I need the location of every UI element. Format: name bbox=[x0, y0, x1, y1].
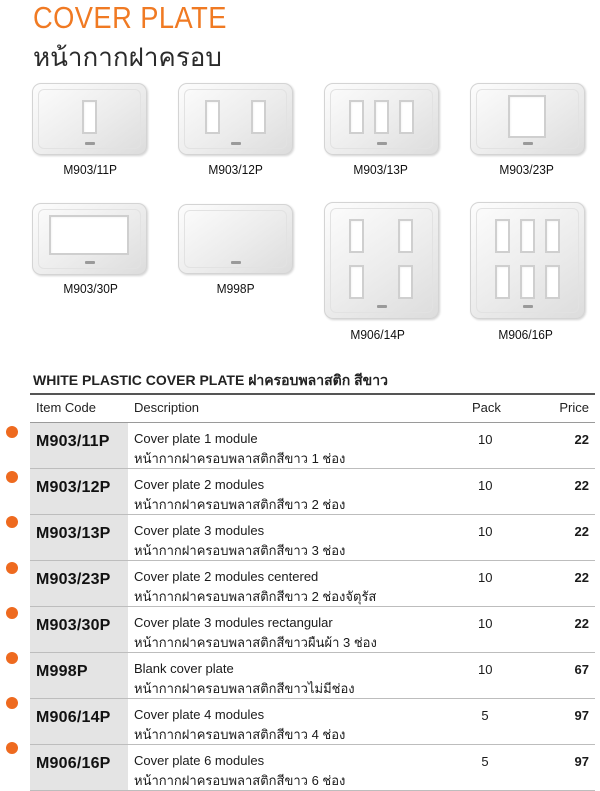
bullet-icon bbox=[6, 742, 18, 754]
header-description: Description bbox=[134, 400, 200, 415]
price-table bbox=[30, 393, 595, 791]
item-code: M903/23P bbox=[36, 571, 111, 588]
pack-value: 10 bbox=[478, 432, 493, 447]
table-row bbox=[30, 699, 595, 745]
pack-value: 5 bbox=[481, 708, 489, 723]
description-en: Cover plate 2 modules bbox=[134, 477, 265, 492]
item-code: M998P bbox=[36, 663, 88, 680]
pack-value: 10 bbox=[478, 524, 493, 539]
pack-value: 10 bbox=[478, 570, 493, 585]
product-label: M998P bbox=[216, 281, 255, 296]
pack-value: 10 bbox=[478, 662, 493, 677]
product-image-m906-14p bbox=[324, 202, 439, 319]
item-code: M903/12P bbox=[36, 479, 111, 496]
bullet-icon bbox=[6, 471, 18, 483]
description-en: Cover plate 3 modules bbox=[134, 523, 265, 538]
description-th: หน้ากากฝาครอบพลาสติกสีขาวผืนผ้า 3 ช่อง bbox=[134, 635, 377, 650]
bullet-icon bbox=[6, 562, 18, 574]
price-value: 22 bbox=[574, 432, 589, 447]
table-row bbox=[30, 469, 595, 515]
item-code: M903/13P bbox=[36, 525, 111, 542]
table-header bbox=[30, 393, 595, 423]
page-subtitle: หน้ากากฝาครอบ bbox=[33, 42, 222, 72]
description-th: หน้ากากฝาครอบพลาสติกสีขาว 2 ช่องจัตุรัส bbox=[134, 589, 377, 604]
table-row bbox=[30, 653, 595, 699]
description-en: Cover plate 3 modules rectangular bbox=[134, 615, 333, 630]
product-image-m906-16p bbox=[470, 202, 585, 319]
table-row bbox=[30, 561, 595, 607]
description-en: Cover plate 4 modules bbox=[134, 707, 265, 722]
table-row bbox=[30, 423, 595, 469]
bullet-icon bbox=[6, 607, 18, 619]
table-row bbox=[30, 745, 595, 791]
product-label: M903/12P bbox=[208, 162, 263, 177]
product-image-m903-30p bbox=[32, 203, 147, 275]
bullet-icon bbox=[6, 697, 18, 709]
price-value: 22 bbox=[574, 616, 589, 631]
description-en: Cover plate 1 module bbox=[134, 431, 258, 446]
product-label: M906/14P bbox=[350, 327, 405, 342]
product-label: M903/13P bbox=[353, 162, 408, 177]
item-code: M906/14P bbox=[36, 709, 111, 726]
product-label: M906/16P bbox=[498, 327, 553, 342]
description-en: Cover plate 6 modules bbox=[134, 753, 265, 768]
description-th: หน้ากากฝาครอบพลาสติกสีขาว 4 ช่อง bbox=[134, 727, 346, 742]
product-image-m903-11p bbox=[32, 83, 147, 155]
product-image-m903-13p bbox=[324, 83, 439, 155]
price-value: 67 bbox=[574, 662, 589, 677]
price-value: 97 bbox=[574, 754, 589, 769]
item-code: M903/11P bbox=[36, 433, 110, 450]
product-label: M903/23P bbox=[499, 162, 554, 177]
product-image-m998p bbox=[178, 204, 293, 274]
pack-value: 10 bbox=[478, 616, 493, 631]
page-title: COVER PLATE bbox=[33, 0, 227, 35]
description-th: หน้ากากฝาครอบพลาสติกสีขาว 6 ช่อง bbox=[134, 773, 346, 788]
section-title bbox=[33, 370, 388, 392]
product-image-m903-12p bbox=[178, 83, 293, 155]
product-label: M903/30P bbox=[63, 281, 118, 296]
description-en: Blank cover plate bbox=[134, 661, 234, 676]
pack-value: 5 bbox=[481, 754, 489, 769]
header-pack: Pack bbox=[472, 400, 501, 415]
description-th: หน้ากากฝาครอบพลาสติกสีขาว 1 ช่อง bbox=[134, 451, 346, 466]
bullet-icon bbox=[6, 516, 18, 528]
description-th: หน้ากากฝาครอบพลาสติกสีขาว 3 ช่อง bbox=[134, 543, 346, 558]
price-value: 97 bbox=[574, 708, 589, 723]
item-code: M906/16P bbox=[36, 755, 111, 772]
table-row bbox=[30, 515, 595, 561]
description-th: หน้ากากฝาครอบพลาสติกสีขาวไม่มีช่อง bbox=[134, 681, 355, 696]
price-value: 22 bbox=[574, 570, 589, 585]
price-value: 22 bbox=[574, 478, 589, 493]
bullet-icon bbox=[6, 426, 18, 438]
price-value: 22 bbox=[574, 524, 589, 539]
header-price: Price bbox=[559, 400, 589, 415]
item-code: M903/30P bbox=[36, 617, 111, 634]
product-label: M903/11P bbox=[63, 162, 117, 177]
description-en: Cover plate 2 modules centered bbox=[134, 569, 319, 584]
bullet-icon bbox=[6, 652, 18, 664]
product-image-m903-23p bbox=[470, 83, 585, 155]
section-title-th: ฝาครอบพลาสติก สีขาว bbox=[248, 372, 388, 388]
header-item-code: Item Code bbox=[36, 400, 96, 415]
pack-value: 10 bbox=[478, 478, 493, 493]
description-th: หน้ากากฝาครอบพลาสติกสีขาว 2 ช่อง bbox=[134, 497, 346, 512]
table-row bbox=[30, 607, 595, 653]
section-title-en: WHITE PLASTIC COVER PLATE bbox=[33, 372, 245, 388]
